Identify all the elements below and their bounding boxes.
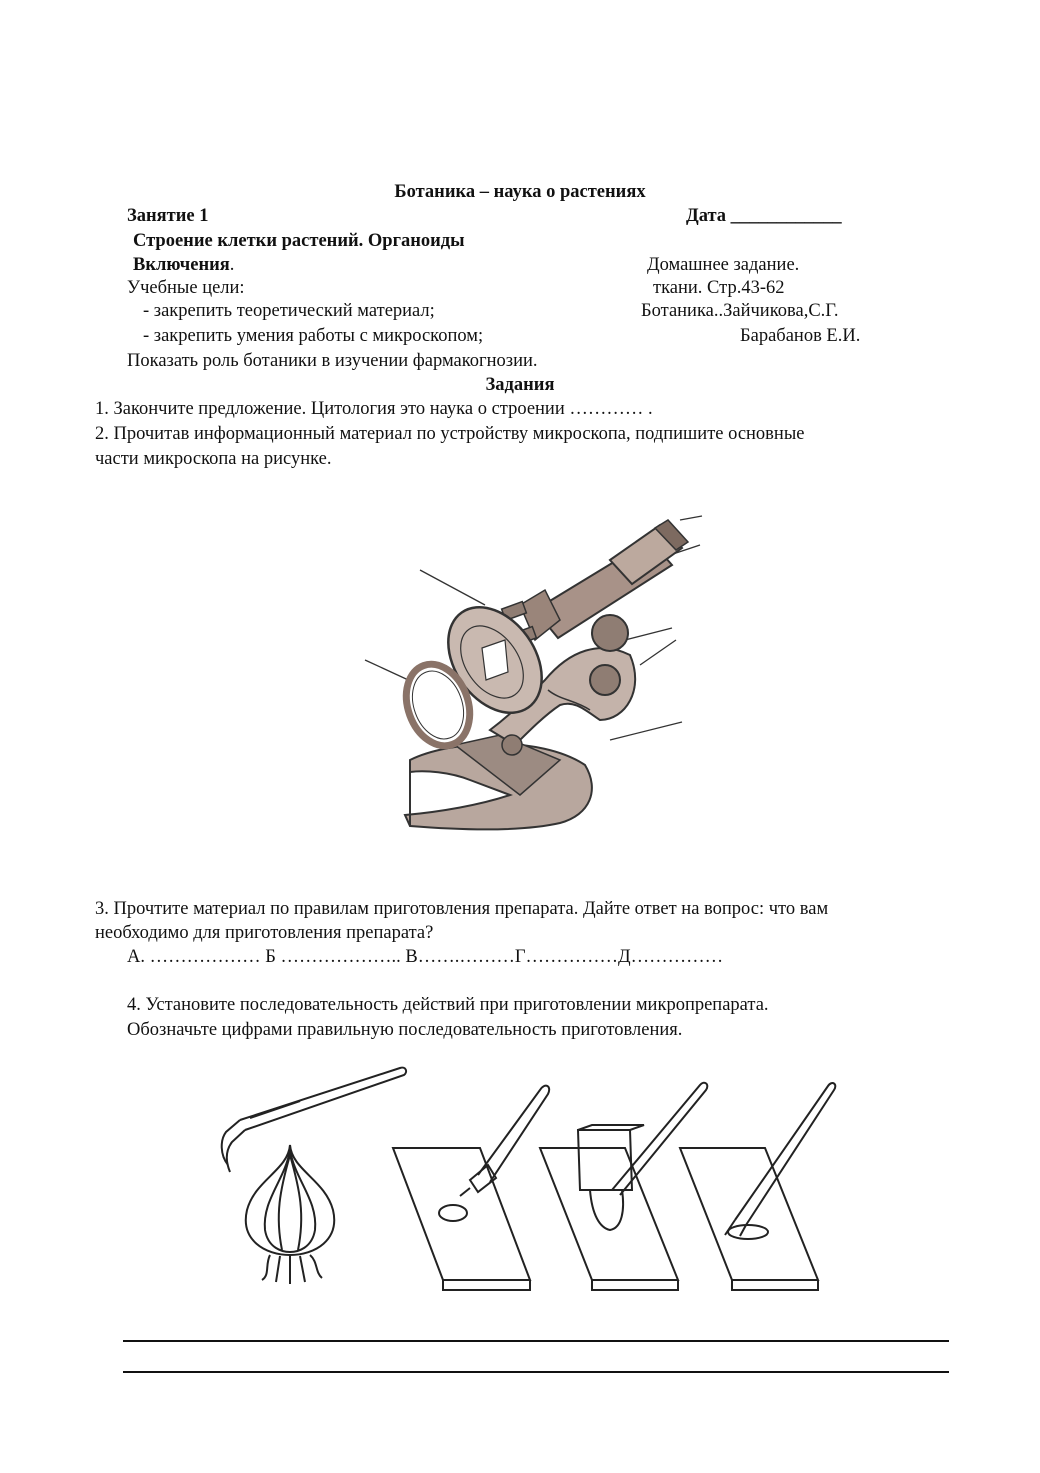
lesson-topic-line1: Строение клетки растений. Органоиды [133, 231, 465, 251]
task-4-line2: Обозначьте цифрами правильную последовательность приготовления. [127, 1020, 683, 1040]
date-field: Дата ____________ [686, 206, 842, 226]
task-2-line2: части микроскопа на рисунке. [95, 449, 332, 469]
homework-author: Барабанов Е.И. [740, 326, 861, 346]
homework-pages: ткани. Стр.43-62 [653, 278, 785, 298]
topic-keyword: Включения [133, 255, 230, 275]
answer-line-1 [123, 1340, 949, 1342]
preparation-steps-illustration [210, 1060, 850, 1310]
answer-line-2 [123, 1371, 949, 1373]
task-1: 1. Закончите предложение. Цитология это наука о строении ………… . [95, 399, 653, 419]
goals-summary: Показать роль ботаники в изучении фармакогнозии. [127, 351, 538, 371]
tasks-heading: Задания [485, 375, 555, 395]
task-2-line1: 2. Прочитав информационный материал по устройству микроскопа, подпишите основные [95, 424, 805, 444]
homework-book: Ботаника..Зайчикова,С.Г. [641, 301, 839, 321]
homework-title: Домашнее задание. [647, 255, 800, 275]
task-3-line1: 3. Прочтите материал по правилам приготовления препарата. Дайте ответ на вопрос: что вам [95, 899, 829, 919]
goal-item-2: - закрепить умения работы с микроскопом; [143, 326, 484, 346]
task-3-line2: необходимо для приготовления препарата? [95, 923, 434, 943]
goal-item-1: - закрепить теоретический материал; [143, 301, 435, 321]
microscope-illustration [355, 510, 715, 845]
topic-period: . [229, 255, 235, 275]
task-3-answers: А. ……………… Б ……………….. В…….………Г……………Д…………… [127, 947, 724, 967]
task-4-line1: 4. Установите последовательность действий при приготовлении микропрепарата. [127, 995, 769, 1015]
page-title: Ботаника – наука о растениях [394, 182, 646, 202]
lesson-number: Занятие 1 [127, 206, 209, 226]
lesson-topic-line2 [133, 253, 234, 277]
goals-title: Учебные цели: [127, 278, 245, 298]
